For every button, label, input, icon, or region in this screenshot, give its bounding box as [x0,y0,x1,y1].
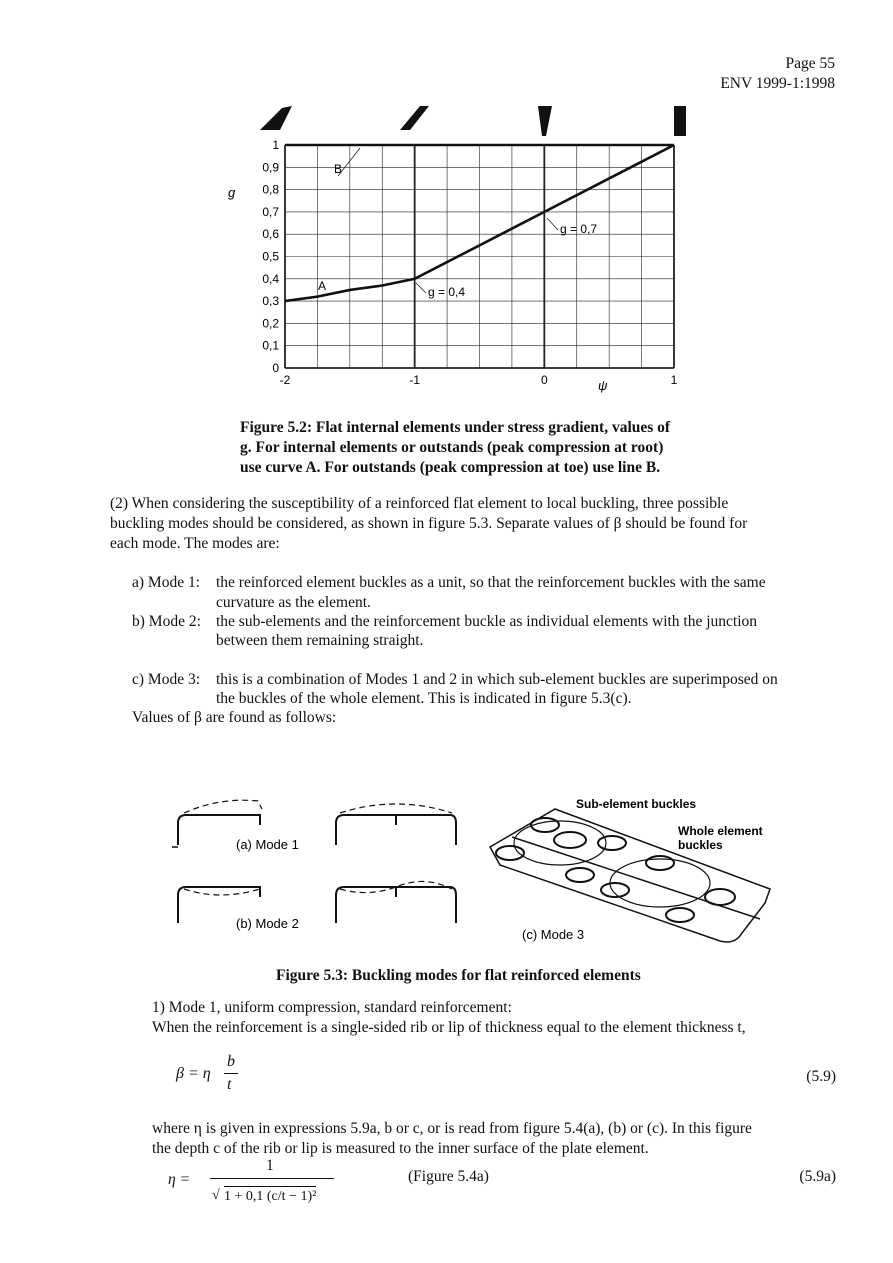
caption-line-3: use curve A. For outstands (peak compression at toe) use line B. [240,459,661,476]
mode1-section [152,998,852,1038]
mode1-title: 1) Mode 1, uniform compression, standard reinforcement: [152,999,512,1016]
equation-5-9a-ref: (Figure 5.4a) [408,1168,489,1185]
figure-5-3-drawing [160,785,790,960]
mode-a-line-2: curvature as the element. [216,594,371,611]
equation-5-9-lhs: β = η [176,1065,211,1082]
mode1-right-dash [340,804,452,813]
figure-5-2-caption [240,418,670,478]
y-tick-label: 0,1 [262,338,279,353]
paragraph-2 [110,494,840,554]
stress-icon-1 [260,106,292,130]
mode3-buckle-5 [566,868,594,882]
mode3-buckle-2 [554,832,586,848]
y-tick-label: 0 [272,361,279,375]
x-tick-label: 0 [540,373,548,387]
equation-5-9a-lhs: η = [168,1171,191,1188]
stress-icon-4 [674,106,686,136]
curve-label-b: B [334,162,343,176]
mode1-left-dash [184,800,262,813]
standard-code: ENV 1999-1:1998 [720,75,835,92]
y-axis-symbol: g [228,185,236,200]
label-mode-3: (c) Mode 3 [522,927,585,942]
label-mode-2: (b) Mode 2 [236,916,299,931]
annotation-g07-pointer [547,218,558,230]
equation-5-9-fraction-bar [224,1073,238,1074]
caption-line-2: g. For internal elements or outstands (peak compression at root) [240,439,664,456]
mode3-whole-buckle-2 [610,859,710,907]
y-tick-label: 1 [272,138,279,152]
annotation-g04: g = 0,4 [428,285,466,299]
figure-5-3-caption: Figure 5.3: Buckling modes for flat reinforced elements [276,967,641,984]
annotation-g04-pointer [416,283,426,293]
label-whole-2: buckles [678,838,723,852]
mode-c-line-2: the buckles of the whole element. This is indicated in figure 5.3(c). [216,690,632,707]
mode3-buckle-4 [598,836,626,850]
curve-label-a: A [318,279,327,293]
mode-a-label: a) Mode 1: [132,574,201,591]
label-sub-element: Sub-element buckles [576,797,697,811]
mode-b-label: b) Mode 2: [132,613,201,630]
mode-b-line-2: between them remaining straight. [216,632,424,649]
equation-5-9a-sqrt: √ [212,1188,220,1203]
y-tick-label: 0,9 [262,160,279,175]
mode-c-label: c) Mode 3: [132,671,201,688]
stress-icon-2 [400,106,429,130]
equation-5-9a-number: (5.9a) [799,1168,836,1185]
y-tick-label: 0,3 [262,294,279,309]
x-axis-symbol: ψ [598,378,608,393]
equation-5-9-number: (5.9) [806,1068,836,1085]
mode3-buckle-9 [666,908,694,922]
x-tick-label: -2 [279,373,291,387]
where-line-1: where η is given in expressions 5.9a, b or c, or is read from figure 5.4(a), (b) or (c). In this figure [152,1120,752,1137]
equation-5-9a-num: 1 [266,1157,274,1174]
y-tick-label: 0,2 [262,316,279,331]
para-line-3: each mode. The modes are: [110,535,280,552]
y-tick-label: 0,8 [262,182,279,197]
where-paragraph [152,1119,852,1159]
equation-5-9a-den: 1 + 0,1 (c/t − 1)² [224,1186,316,1207]
page-number: Page 55 [785,55,835,72]
x-tick-label: 1 [670,373,678,387]
mode-b-line-1: the sub-elements and the reinforcement buckle as individual elements with the junction [216,613,758,630]
mode1-text: When the reinforcement is a single-sided rib or lip of thickness equal to the element thickness t, [152,1019,746,1036]
mode-c-line-1: this is a combination of Modes 1 and 2 in which sub-element buckles are superimposed on [216,671,778,688]
para-line-2: buckling modes should be considered, as shown in figure 5.3. Separate values of β should be found for [110,515,748,532]
annotation-g07: g = 0,7 [560,222,598,236]
mode-a-line-1: the reinforced element buckles as a unit, so that the reinforcement buckles with the same [216,574,766,591]
mode2-left-dash [184,889,260,895]
equation-5-9-num: b [227,1053,235,1070]
y-tick-label: 0,5 [262,249,279,264]
figure-5-2-chart [220,100,700,400]
page-header [720,54,835,94]
y-tick-label: 0,7 [262,204,279,219]
y-tick-label: 0,6 [262,227,279,242]
mode3-rib [512,837,760,919]
mode3-buckle-8 [705,889,735,905]
stress-icon-3 [538,106,552,136]
mode3-buckle-6 [646,856,674,870]
values-line: Values of β are found as follows: [132,709,337,726]
mode3-buckle-3 [496,846,524,860]
mode3-buckle-7 [601,883,629,897]
where-line-2: the depth c of the rib or lip is measured to the inner surface of the plate element. [152,1140,649,1157]
para-line-1: (2) When considering the susceptibility of a reinforced flat element to local buckling, three possible [110,495,729,512]
equation-5-9-den: t [227,1076,232,1093]
caption-line-1: Figure 5.2: Flat internal elements under stress gradient, values of [240,419,671,436]
label-whole-1: Whole element [678,824,763,838]
x-tick-label: -1 [409,373,421,387]
label-mode-1: (a) Mode 1 [236,837,299,852]
equation-5-9a-fraction-bar [210,1178,334,1179]
y-tick-label: 0,4 [262,271,279,286]
